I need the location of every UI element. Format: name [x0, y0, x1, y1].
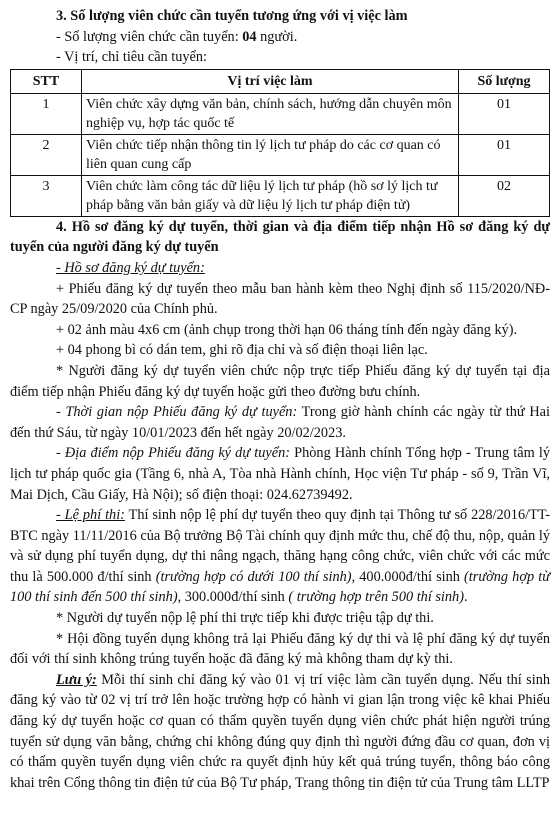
exam-fee-text3: , 300.000đ/thí sinh [177, 589, 289, 606]
recruit-count-line [10, 27, 550, 48]
dossier-label: - Hồ sơ đăng ký dự tuyển: [56, 259, 205, 276]
submission-time [10, 402, 550, 443]
submission-place-text: Phòng Hành chính Tổng hợp - Trung tâm lý lịch tư pháp quốc gia (Tầng 6, nhà A, Tòa nhà Hành chính, Học viện Tư pháp - số 9, Trần Vĩ, Mai Dịch, Cầu Giấy, Hà Nội); số điện thoại: 024.62739492. [10, 445, 550, 503]
recruit-count-value: 04 [242, 28, 257, 45]
recruit-count-suffix: người. [256, 28, 298, 45]
caution-label: Lưu ý: [56, 671, 97, 688]
table-row [11, 175, 550, 216]
table-header-row [11, 69, 550, 93]
caution-paragraph [10, 670, 550, 794]
exam-fee-text: Thí sinh nộp lệ phí dự tuyển theo quy định tại Thông tư số 228/2016/TT-BTC ngày 11/11/2016 của Bộ trưởng Bộ Tài chính quy định mức thu, chế độ thu, nộp, quản lý và sử dụng phí tuyển dụng, dự thi nâng ngạch, thăng hạng công chức, viên chức với các mức thu là 500.000 đ/thí sinh [10, 507, 550, 585]
row-stt: 2 [11, 134, 82, 175]
header-quantity: Số lượng [459, 69, 550, 93]
exam-fee-tier1: (trường hợp có dưới 100 thí sinh) [155, 568, 352, 585]
row-position: Viên chức làm công tác dữ liệu lý lịch tư pháp (hồ sơ lý lịch tư pháp bằng văn bản giấy và dữ liệu lý lịch tư pháp điện tử) [82, 175, 459, 216]
header-position: Vị trí việc làm [82, 69, 459, 93]
table-row [11, 134, 550, 175]
exam-fee-tier3: ( trường hợp trên 500 thí sinh) [288, 589, 464, 606]
positions-label: - Vị trí, chỉ tiêu cần tuyển: [56, 49, 208, 66]
header-stt: STT [11, 69, 82, 93]
dossier-item-envelopes: + 04 phong bì có dán tem, ghi rõ địa chỉ và số điện thoại liên lạc. [56, 342, 428, 359]
exam-fee-tier2: (trường hợp từ 100 thí sinh đến 500 thí sinh) [10, 568, 550, 606]
row-stt: 1 [11, 93, 82, 134]
exam-fee-text2: , 400.000đ/thí sinh [351, 568, 465, 585]
submission-time-text: Trong giờ hành chính các ngày từ thứ Hai đến thứ Sáu, từ ngày 10/01/2023 đến hết ngày 20/02/2023. [10, 404, 550, 441]
submission-note: * Người đăng ký dự tuyển viên chức nộp trực tiếp Phiếu đăng ký dự tuyển tại địa điểm tiếp nhận Phiếu đăng ký dự tuyển hoặc gửi theo đường bưu chính. [10, 362, 550, 400]
positions-table [10, 69, 550, 217]
exam-fee-label: - Lệ phí thi: [56, 507, 125, 524]
fee-payment-note: * Người dự tuyển nộp lệ phí thi trực tiếp khi được triệu tập dự thi. [56, 610, 434, 627]
exam-fee-end: . [463, 589, 468, 606]
dossier-item-form: + Phiếu đăng ký dự tuyển theo mẫu ban hành kèm theo Nghị định số 115/2020/NĐ-CP ngày 25/09/2020 của Chính phủ. [10, 280, 550, 318]
table-row [11, 93, 550, 134]
row-quantity: 01 [459, 93, 550, 134]
section4-heading: 4. Hồ sơ đăng ký dự tuyển, thời gian và địa điểm tiếp nhận Hồ sơ đăng ký dự tuyển của người đăng ký dự tuyển [10, 218, 550, 256]
exam-fee [10, 505, 550, 608]
row-quantity: 02 [459, 175, 550, 216]
submission-place-label: - Địa điểm nộp Phiếu đăng ký dự tuyển: [56, 445, 291, 462]
section3-heading: 3. Số lượng viên chức cần tuyển tương ứng với vị việc làm [56, 8, 408, 24]
submission-time-label: - Thời gian nộp Phiếu đăng ký dự tuyển: [56, 404, 298, 421]
submission-place [10, 443, 550, 505]
row-quantity: 01 [459, 134, 550, 175]
row-position: Viên chức xây dựng văn bản, chính sách, hướng dẫn chuyên môn nghiệp vụ, hợp tác quốc tế [82, 93, 459, 134]
recruit-count-prefix: - Số lượng viên chức cần tuyển: [56, 28, 243, 45]
dossier-item-photos: + 02 ảnh màu 4x6 cm (ảnh chụp trong thời hạn 06 tháng tính đến ngày đăng ký). [56, 321, 518, 338]
caution-text: Mỗi thí sinh chỉ đăng ký vào 01 vị trí việc làm cần tuyển dụng. Nếu thí sinh đăng ký vào từ 02 vị trí trở lên hoặc trường hợp có hành vi gian lận trong việc kê khai Phiếu đăng ký dự tuyển hoặc cơ quan có thẩm quyền tuyển dụng viên chức phát hiện người trúng tuyển sử dụng văn bằng, chứng chỉ không đúng quy định thì người đứng đầu cơ quan, đơn vị có thẩm quyền tuyển dụng viên chức ra quyết định hủy kết quả trúng tuyển, thông báo công khai trên Cổng thông tin điện tử của Bộ Tư pháp, Trang thông tin điện tử của Trung tâm LLTP [10, 671, 550, 791]
row-stt: 3 [11, 175, 82, 216]
row-position: Viên chức tiếp nhận thông tin lý lịch tư pháp do các cơ quan có liên quan cung cấp [82, 134, 459, 175]
no-refund-note: * Hội đồng tuyển dụng không trả lại Phiếu đăng ký dự thi và lệ phí đăng ký dự tuyển đối với thí sinh không trúng tuyển hoặc đã đăng ký mà không tham dự kỳ thi. [10, 630, 550, 668]
